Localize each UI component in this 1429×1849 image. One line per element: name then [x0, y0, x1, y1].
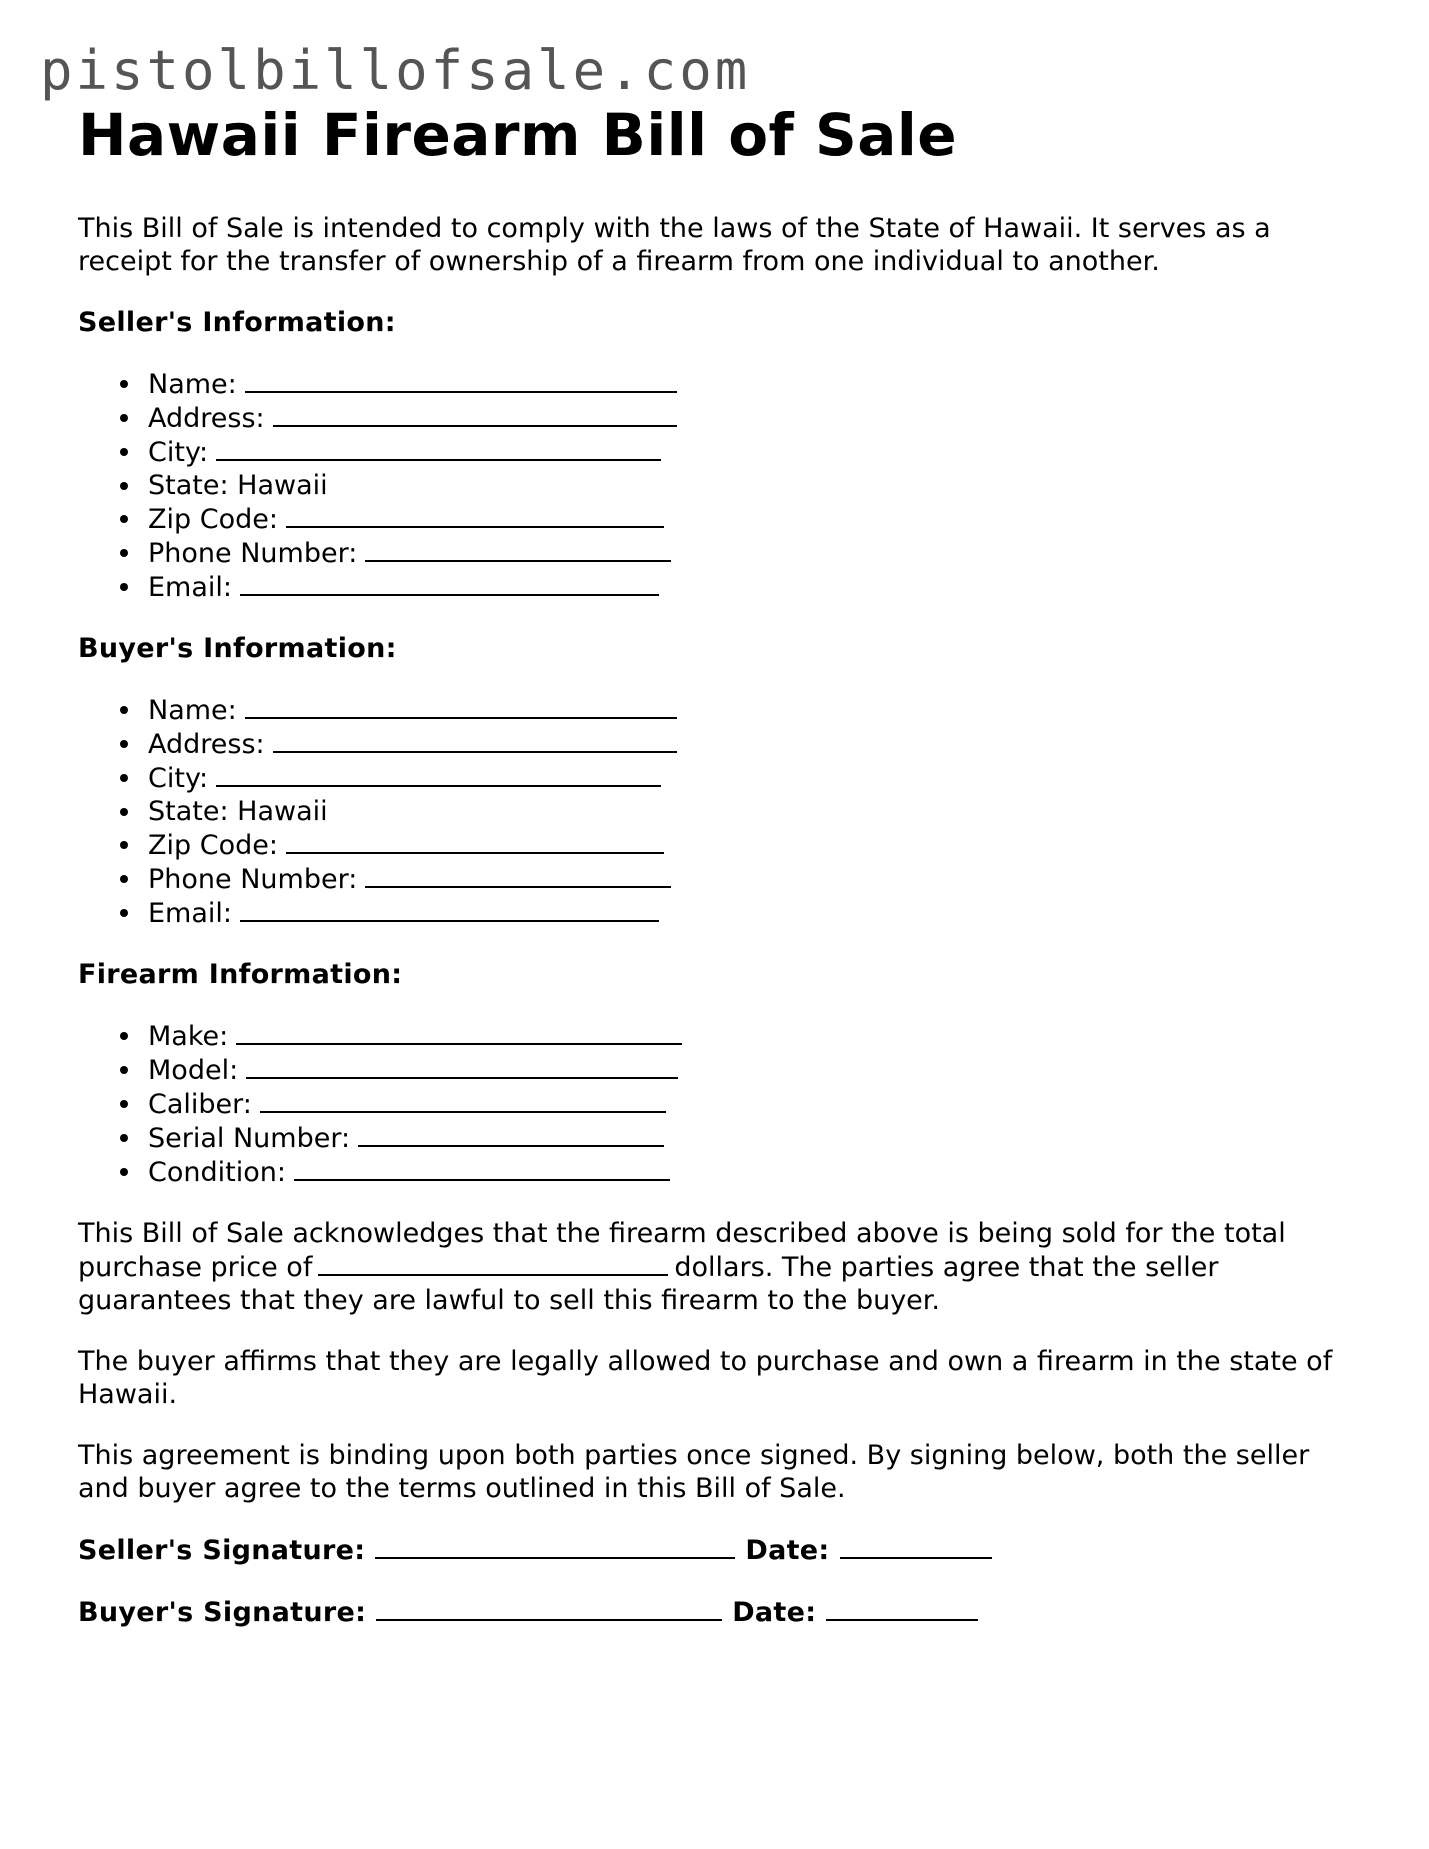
watermark: pistolbillofsale.com [40, 39, 751, 102]
seller-zip-field[interactable] [286, 502, 664, 528]
seller-info-heading: Seller's Information: [78, 307, 396, 338]
seller-info-list [78, 367, 1368, 604]
buyer-city-label: City: [148, 763, 209, 794]
firearm-caliber-label: Caliber: [148, 1089, 252, 1120]
seller-email-field[interactable] [240, 570, 659, 596]
firearm-make-field[interactable] [236, 1019, 682, 1045]
buyer-phone-field[interactable] [365, 862, 671, 888]
buyer-zip-field[interactable] [286, 828, 664, 854]
firearm-model-field[interactable] [246, 1053, 678, 1079]
buyer-signature-line [78, 1595, 1368, 1629]
buyer-date-field[interactable] [826, 1595, 978, 1621]
seller-address-label: Address: [148, 403, 265, 434]
seller-state-label: State: Hawaii [148, 470, 328, 501]
purchase-price-field[interactable] [318, 1250, 668, 1276]
buyer-signature-field[interactable] [376, 1595, 722, 1621]
buyer-info-list [78, 693, 1368, 930]
seller-city-field[interactable] [216, 435, 661, 461]
list-item [148, 435, 1368, 469]
buyer-email-field[interactable] [240, 896, 659, 922]
list-item [148, 727, 1368, 761]
buyer-zip-label: Zip Code: [148, 830, 278, 861]
document-body [78, 98, 1368, 1629]
seller-phone-field[interactable] [365, 536, 671, 562]
buyer-info-heading: Buyer's Information: [78, 633, 397, 664]
affirmation-paragraph: The buyer affirms that they are legally allowed to purchase and own a firearm in the state of Hawaii. [78, 1346, 1333, 1410]
list-item [148, 896, 1368, 930]
list-item [148, 570, 1368, 604]
list-item [148, 401, 1368, 435]
acknowledgement-text-after: dollars. The parties agree that the seller guarantees that they are lawful to sell this firearm to the buyer. [78, 1252, 1219, 1316]
buyer-address-label: Address: [148, 729, 265, 760]
list-item [148, 1053, 1368, 1087]
buyer-email-label: Email: [148, 898, 233, 929]
list-item [148, 502, 1368, 536]
buyer-date-label: Date: [732, 1597, 817, 1628]
buyer-phone-label: Phone Number: [148, 864, 358, 895]
list-item [148, 1087, 1368, 1121]
buyer-name-field[interactable] [245, 693, 677, 719]
document-title: Hawaii Firearm Bill of Sale [78, 101, 958, 169]
intro-paragraph: This Bill of Sale is intended to comply with the laws of the State of Hawaii. It serves as a receipt for the transfer of ownership of a firearm from one individual to another. [78, 213, 1271, 277]
list-item [148, 469, 1368, 502]
buyer-name-label: Name: [148, 695, 237, 726]
list-item [148, 1121, 1368, 1155]
firearm-model-label: Model: [148, 1055, 239, 1086]
firearm-info-heading: Firearm Information: [78, 959, 403, 990]
list-item [148, 828, 1368, 862]
list-item [148, 536, 1368, 570]
seller-name-field[interactable] [245, 367, 677, 393]
firearm-info-list [78, 1019, 1368, 1189]
firearm-serial-label: Serial Number: [148, 1123, 351, 1154]
seller-name-label: Name: [148, 369, 237, 400]
binding-paragraph: This agreement is binding upon both parties once signed. By signing below, both the seller and buyer agree to the terms outlined in this Bill of Sale. [78, 1440, 1310, 1504]
firearm-serial-field[interactable] [358, 1121, 664, 1147]
buyer-address-field[interactable] [273, 727, 677, 753]
firearm-make-label: Make: [148, 1021, 229, 1052]
firearm-condition-label: Condition: [148, 1157, 286, 1188]
seller-zip-label: Zip Code: [148, 504, 278, 535]
buyer-state-label: State: Hawaii [148, 796, 328, 827]
seller-city-label: City: [148, 437, 209, 468]
buyer-signature-label: Buyer's Signature: [78, 1597, 367, 1628]
seller-signature-label: Seller's Signature: [78, 1535, 366, 1566]
seller-date-field[interactable] [840, 1533, 992, 1559]
seller-signature-field[interactable] [375, 1533, 735, 1559]
list-item [148, 795, 1368, 828]
list-item [148, 862, 1368, 896]
list-item [148, 693, 1368, 727]
list-item [148, 761, 1368, 795]
firearm-condition-field[interactable] [294, 1155, 670, 1181]
buyer-city-field[interactable] [216, 761, 661, 787]
list-item [148, 1019, 1368, 1053]
firearm-caliber-field[interactable] [260, 1087, 666, 1113]
seller-signature-line [78, 1533, 1368, 1567]
list-item [148, 1155, 1368, 1189]
seller-phone-label: Phone Number: [148, 538, 358, 569]
acknowledgement-text-before: This Bill of Sale acknowledges that the firearm described above is being sold for the total purchase price of [78, 1218, 1286, 1283]
seller-address-field[interactable] [273, 401, 677, 427]
seller-email-label: Email: [148, 572, 233, 603]
list-item [148, 367, 1368, 401]
seller-date-label: Date: [745, 1535, 830, 1566]
acknowledgement-paragraph [78, 1217, 1368, 1317]
